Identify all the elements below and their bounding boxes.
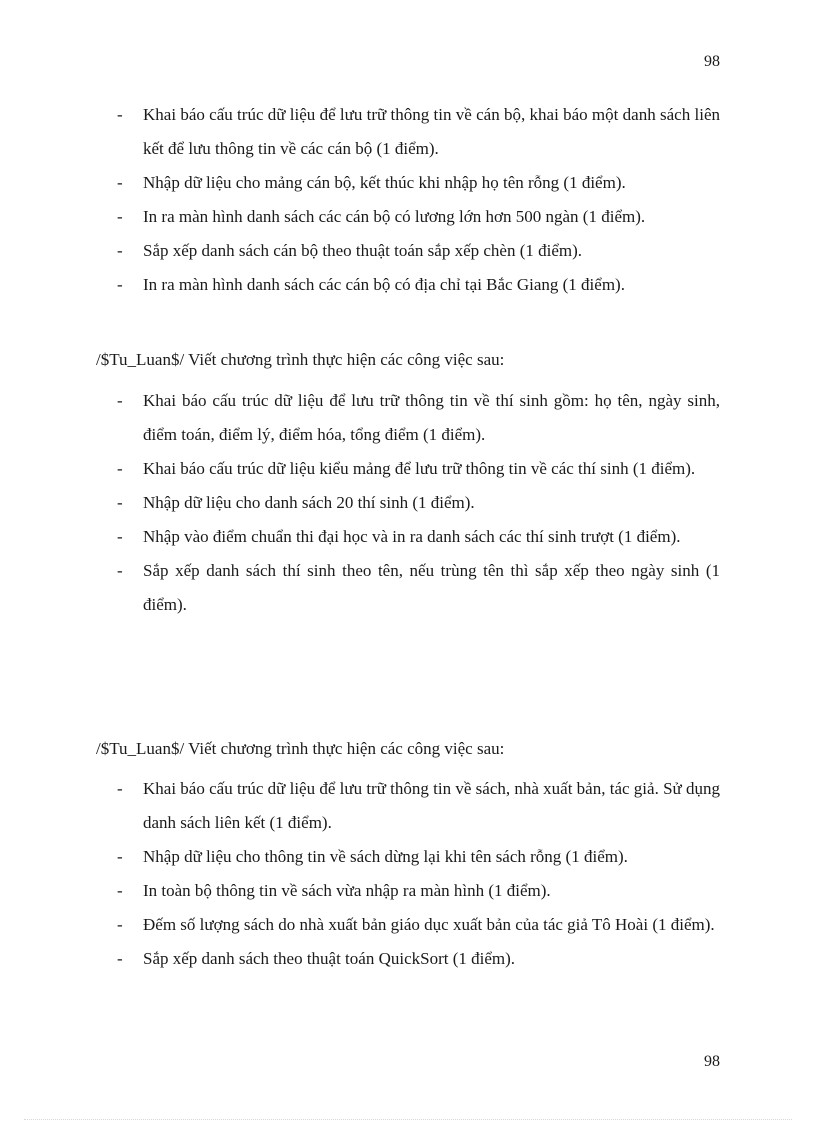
list-item <box>116 772 720 840</box>
list-item-text: Sắp xếp danh sách theo thuật toán QuickSort (1 điểm). <box>143 949 516 968</box>
list-item <box>116 908 720 942</box>
bullet-dash: - <box>117 493 123 512</box>
list-item <box>116 384 720 452</box>
list-item-text: Khai báo cấu trúc dữ liệu để lưu trữ thông tin về thí sinh gồm: họ tên, ngày sinh, điểm toán, điểm lý, điểm hóa, tổng điểm (1 điểm). <box>143 391 720 444</box>
bullet-dash: - <box>117 241 123 260</box>
list-item-text: In ra màn hình danh sách các cán bộ có lương lớn hơn 500 ngàn (1 điểm). <box>143 207 646 226</box>
list-item-text: In ra màn hình danh sách các cán bộ có địa chỉ tại Bắc Giang (1 điểm). <box>143 275 625 294</box>
section-2-task-list <box>116 384 720 622</box>
list-item <box>116 874 720 908</box>
section-3-task-list <box>116 772 720 976</box>
bullet-dash: - <box>117 275 123 294</box>
list-item <box>116 840 720 874</box>
list-item-text: Đếm số lượng sách do nhà xuất bản giáo dục xuất bản của tác giả Tô Hoài (1 điểm). <box>143 915 715 934</box>
bullet-dash: - <box>117 847 123 866</box>
list-item <box>116 200 720 234</box>
list-item <box>116 942 720 976</box>
list-item <box>116 486 720 520</box>
bullet-dash: - <box>117 207 123 226</box>
page-number-bottom: 98 <box>704 1053 720 1070</box>
list-item-text: Nhập dữ liệu cho mảng cán bộ, kết thúc khi nhập họ tên rỗng (1 điểm). <box>143 173 626 192</box>
section-1-task-list <box>116 98 720 302</box>
bullet-dash: - <box>117 105 123 124</box>
bullet-dash: - <box>117 561 123 580</box>
bullet-dash: - <box>117 173 123 192</box>
bullet-dash: - <box>117 949 123 968</box>
bullet-dash: - <box>117 527 123 546</box>
list-item <box>116 98 720 166</box>
list-item-text: Khai báo cấu trúc dữ liệu kiểu mảng để lưu trữ thông tin về các thí sinh (1 điểm). <box>143 459 696 478</box>
list-item-text: Khai báo cấu trúc dữ liệu để lưu trữ thông tin về sách, nhà xuất bản, tác giả. Sử dụng danh sách liên kết (1 điểm). <box>143 779 720 832</box>
question-heading: /$Tu_Luan$/ Viết chương trình thực hiện các công việc sau: <box>96 739 505 758</box>
list-item-text: Nhập dữ liệu cho thông tin về sách dừng lại khi tên sách rỗng (1 điểm). <box>143 847 628 866</box>
bullet-dash: - <box>117 391 123 410</box>
list-item <box>116 166 720 200</box>
list-item <box>116 452 720 486</box>
list-item <box>116 234 720 268</box>
list-item-text: Sắp xếp danh sách thí sinh theo tên, nếu trùng tên thì sắp xếp theo ngày sinh (1 điểm). <box>143 561 720 614</box>
question-heading: /$Tu_Luan$/ Viết chương trình thực hiện các công việc sau: <box>96 350 505 369</box>
list-item-text: In toàn bộ thông tin về sách vừa nhập ra màn hình (1 điểm). <box>143 881 551 900</box>
list-item-text: Nhập dữ liệu cho danh sách 20 thí sinh (1 điểm). <box>143 493 475 512</box>
list-item-text: Nhập vào điểm chuẩn thi đại học và in ra danh sách các thí sinh trượt (1 điểm). <box>143 527 681 546</box>
bullet-dash: - <box>117 779 123 798</box>
list-item-text: Khai báo cấu trúc dữ liệu để lưu trữ thông tin về cán bộ, khai báo một danh sách liên kết để lưu thông tin về các cán bộ (1 điểm). <box>143 105 720 158</box>
page-number-top: 98 <box>704 53 720 70</box>
bullet-dash: - <box>117 459 123 478</box>
bullet-dash: - <box>117 881 123 900</box>
list-item <box>116 520 720 554</box>
page-edge-divider <box>24 1119 792 1120</box>
list-item <box>116 554 720 622</box>
list-item-text: Sắp xếp danh sách cán bộ theo thuật toán sắp xếp chèn (1 điểm). <box>143 241 583 260</box>
bullet-dash: - <box>117 915 123 934</box>
list-item <box>116 268 720 302</box>
